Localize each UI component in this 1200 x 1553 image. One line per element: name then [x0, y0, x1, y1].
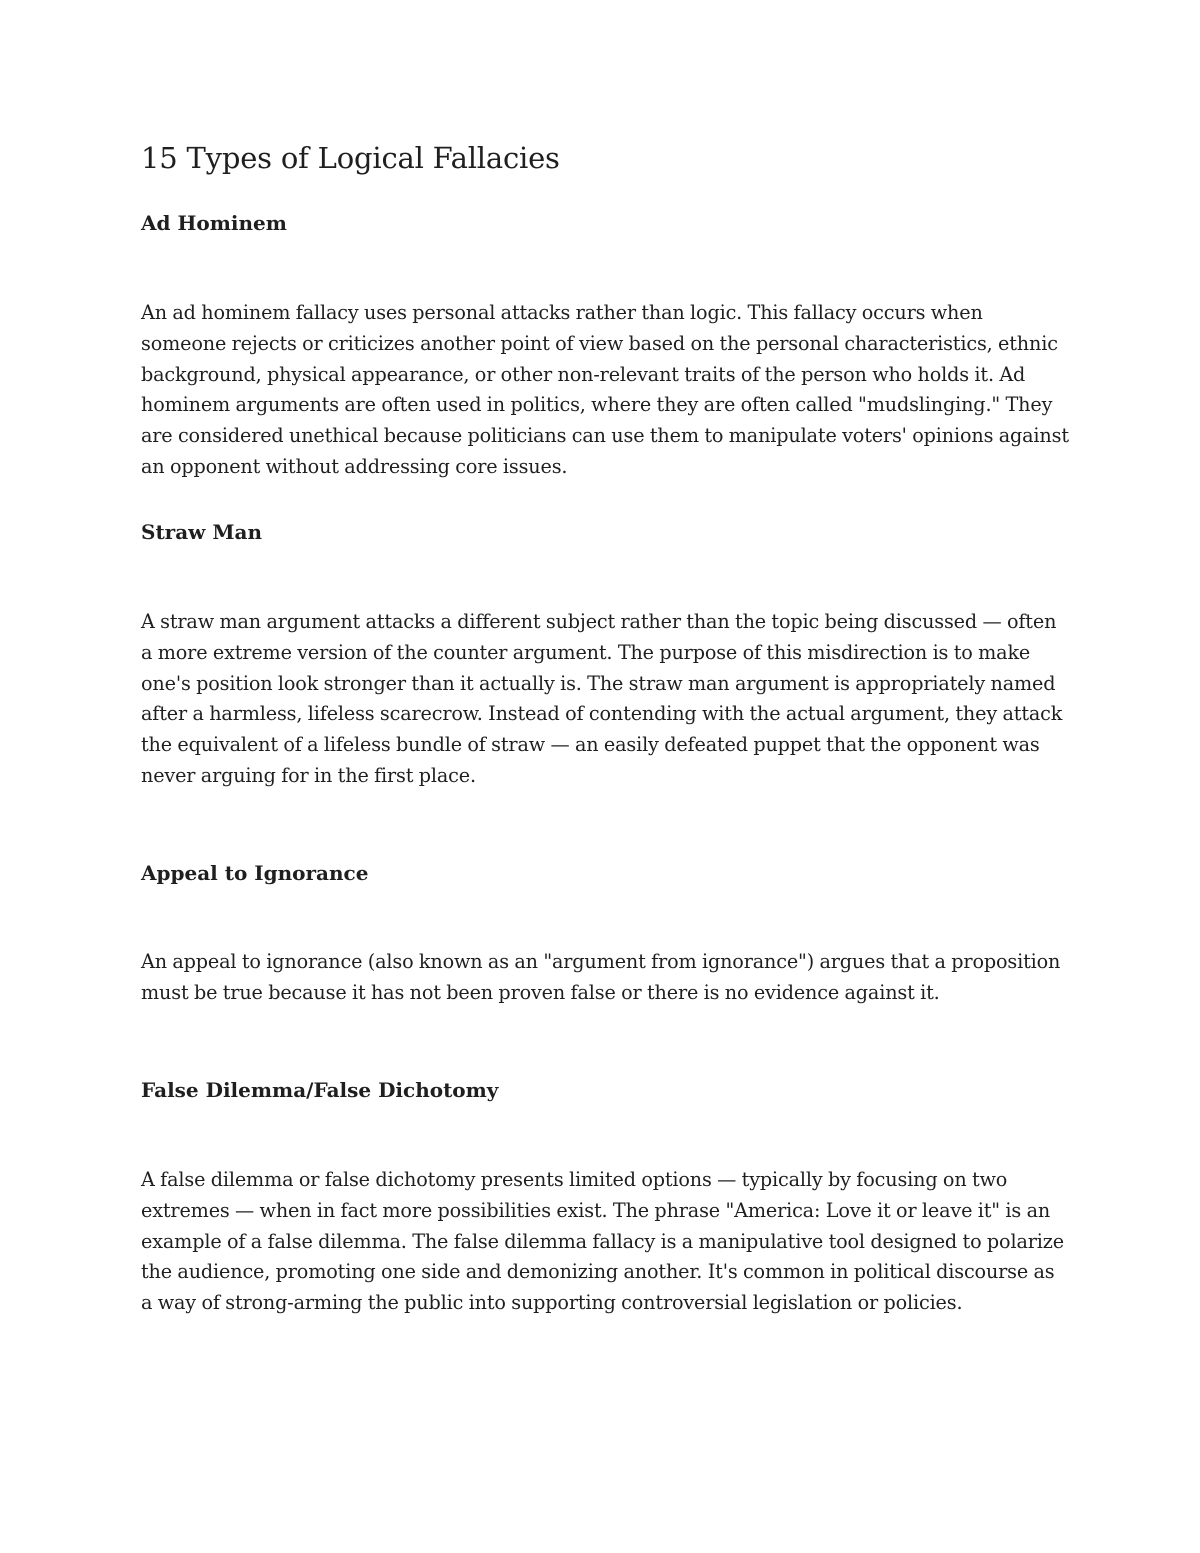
section-body-straw-man: A straw man argument attacks a different subject rather than the topic being discussed — often a more extreme version of the counter argument. The purpose of this misdirection is to make one's position look stronger than it actually is. The straw man argument is appropriately named after a harmless, lifeless scarecrow. Instead of contending with the actual argument, they attack the equivalent of a lifeless bundle of straw — an easily defeated puppet that the opponent was never arguing for in the first place.	[141, 610, 1063, 787]
section-heading-straw-man: Straw Man	[141, 520, 262, 544]
section-body-appeal-to-ignorance: An appeal to ignorance (also known as an "argument from ignorance") argues that a proposition must be true because it has not been proven false or there is no evidence against it.	[141, 950, 1061, 1004]
section-body-ad-hominem: An ad hominem fallacy uses personal attacks rather than logic. This fallacy occurs when someone rejects or criticizes another point of view based on the personal characteristics, ethnic background, physical appearance, or other non-relevant traits of the person who holds it. Ad hominem arguments are often used in politics, where they are often called "mudslinging." They are considered unethical because politicians can use them to manipulate voters' opinions against an opponent without addressing core issues.	[141, 301, 1069, 478]
section-body-false-dilemma: A false dilemma or false dichotomy presents limited options — typically by focusing on two extremes — when in fact more possibilities exist. The phrase "America: Love it or leave it" is an example of a false dilemma. The false dilemma fallacy is a manipulative tool designed to polarize the audience, promoting one side and demonizing another. It's common in political discourse as a way of strong-arming the public into supporting controversial legislation or policies.	[141, 1168, 1064, 1315]
page-title: 15 Types of Logical Fallacies	[141, 141, 560, 175]
section-heading-ad-hominem: Ad Hominem	[141, 211, 287, 235]
section-heading-false-dilemma: False Dilemma/False Dichotomy	[141, 1078, 499, 1102]
section-heading-appeal-to-ignorance: Appeal to Ignorance	[141, 861, 369, 885]
